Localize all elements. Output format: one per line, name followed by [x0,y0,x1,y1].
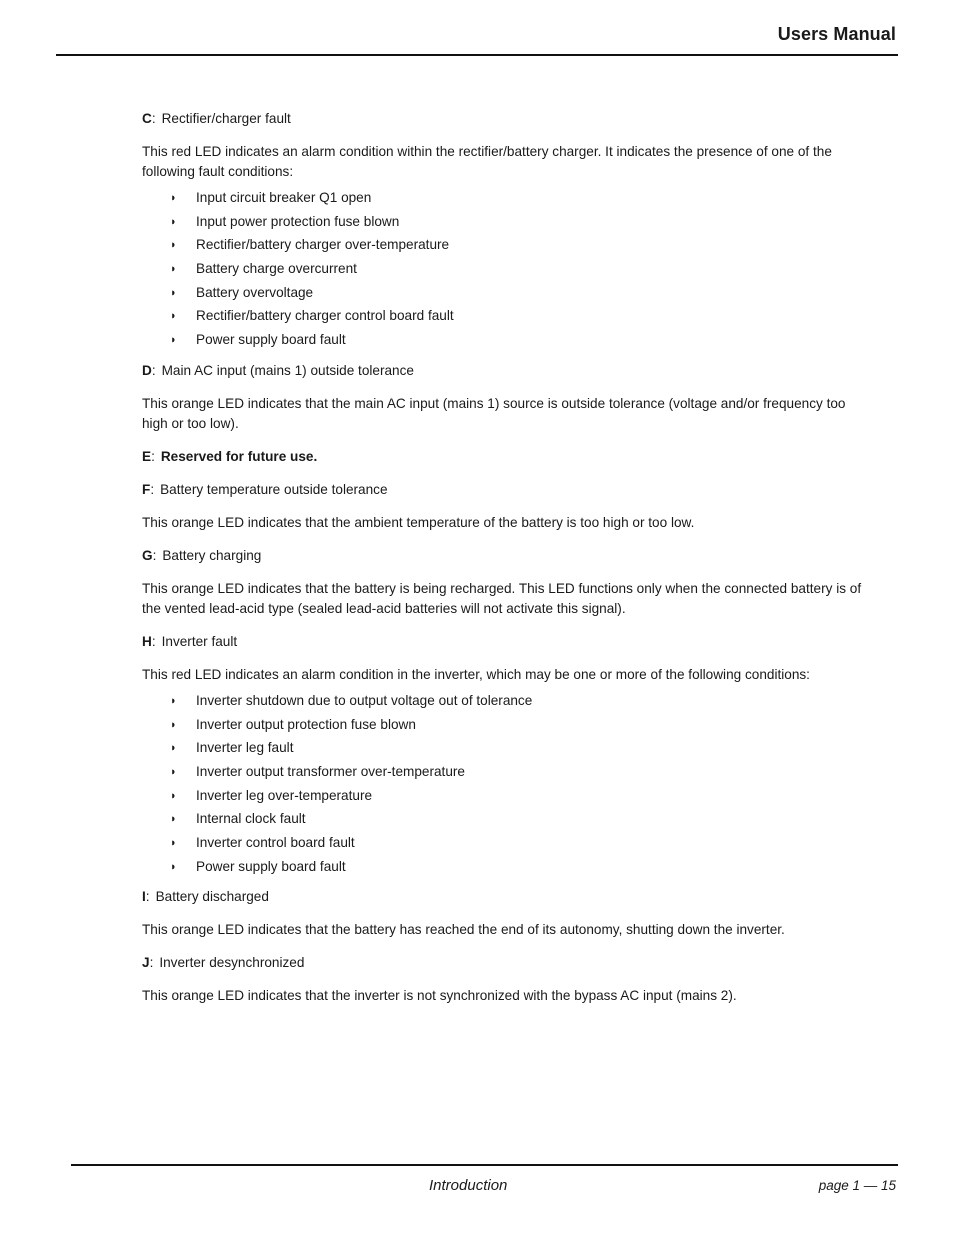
bullet-icon: ◗ [170,718,177,731]
led-item-title: Reserved for future use. [160,448,318,464]
led-description: This orange LED indicates that the battery is being recharged. This LED functions only when the connected battery is of the vented lead-acid type (sealed lead-acid batteries will not activate this signal). [142,580,862,616]
bullet-icon: ◗ [170,789,177,802]
led-letter: C [142,111,152,126]
bullet-icon: ◗ [170,813,177,826]
list-item-text: Internal clock fault [196,811,306,827]
list-item-text: Rectifier/battery charger control board fault [196,308,454,324]
list-item-text: Input power protection fuse blown [196,213,400,229]
led-description: This orange LED indicates that the inverter is not synchronized with the bypass AC input (mains 2). [142,988,737,1004]
bullet-icon: ◗ [170,192,177,204]
led-description: This orange LED indicates that the main AC input (mains 1) source is outside tolerance (voltage and/or frequency too high or too low). [142,395,846,431]
document-body [142,109,862,1019]
led-letter: F [142,481,151,497]
led-letter: J [142,955,150,971]
led-item-title: Main AC input (mains 1) outside tolerance [161,362,414,378]
bullet-icon: ◗ [170,742,177,755]
bullet-icon: ◗ [170,263,177,276]
list-item-text: Power supply board fault [196,332,346,348]
led-item-title: Battery temperature outside tolerance [160,481,388,497]
list-item-text: Input circuit breaker Q1 open [196,190,372,205]
list-item-text: Inverter leg over-temperature [196,787,373,803]
led-item-heading [142,953,862,973]
letter-colon: : [151,111,156,126]
list-item [142,235,862,259]
letter-colon: : [151,633,156,649]
led-letter: H [142,633,152,649]
list-item-text: Inverter leg fault [196,740,294,756]
letter-colon: : [151,362,156,378]
list-item [142,833,862,857]
led-letter: G [142,547,153,563]
list-item-text: Battery overvoltage [196,284,314,300]
bullet-icon: ◗ [170,286,177,299]
led-item-heading [142,480,862,500]
list-item [142,691,862,715]
list-item [142,330,862,354]
led-item-title: Inverter desynchronized [159,955,305,971]
led-item-heading [142,632,862,652]
led-description: This red LED indicates an alarm condition in the inverter, which may be one or more of the following conditions: [142,666,810,682]
led-item-heading [142,109,862,129]
letter-colon: : [152,547,157,563]
bullet-icon: ◗ [170,334,177,347]
list-item [142,715,862,739]
list-item [142,857,862,881]
led-description: This orange LED indicates that the ambient temperature of the battery is too high or too low. [142,514,695,530]
led-item-title: Battery discharged [155,889,269,905]
list-item-text: Rectifier/battery charger over-temperature [196,237,450,253]
led-description: This orange LED indicates that the battery has reached the end of its autonomy, shutting down the inverter. [142,922,785,938]
led-item-title: Rectifier/charger fault [161,111,291,126]
bullet-icon: ◗ [170,860,177,873]
list-item-text: Inverter control board fault [196,834,355,850]
bullet-icon: ◗ [170,239,177,252]
bullet-icon: ◗ [170,694,177,707]
list-item [142,762,862,786]
led-item-title: Inverter fault [161,633,238,649]
list-item-text: Inverter output transformer over-temperature [196,763,465,779]
bullet-icon: ◗ [170,215,177,228]
list-item-text: Battery charge overcurrent [196,261,357,277]
list-item [142,259,862,283]
led-letter: D [142,362,152,378]
bullet-icon: ◗ [170,310,177,323]
bullet-icon: ◗ [170,765,177,778]
list-item [142,809,862,833]
led-item-heading [142,887,862,907]
led-item-title: Battery charging [162,547,262,563]
led-letter: I [142,889,146,905]
letter-colon: : [149,955,154,971]
fault-condition-list [142,188,862,354]
led-description: This red LED indicates an alarm condition within the rectifier/battery charger. It indicates the presence of one of the following fault conditions: [142,144,832,179]
letter-colon: : [150,481,155,497]
list-item [142,786,862,810]
led-letter: E [142,448,152,464]
led-item-heading [142,546,862,566]
fault-condition-list [142,691,862,881]
led-item-heading [142,447,862,467]
list-item-text: Power supply board fault [196,858,346,874]
footer-section-name: Introduction [429,1177,508,1194]
bullet-icon: ◗ [170,836,177,849]
list-item [142,212,862,236]
list-item [142,738,862,762]
footer-divider [71,1164,898,1166]
list-item-text: Inverter shutdown due to output voltage out of tolerance [196,692,533,708]
footer-page-number: page 1 — 15 [818,1178,896,1193]
list-item-text: Inverter output protection fuse blown [196,716,416,732]
list-item [142,188,862,212]
led-item-heading [142,361,862,381]
page-header-title: Users Manual [777,24,896,44]
header-divider [56,54,898,56]
letter-colon: : [151,448,155,464]
letter-colon: : [145,889,150,905]
list-item [142,283,862,307]
list-item [142,306,862,330]
